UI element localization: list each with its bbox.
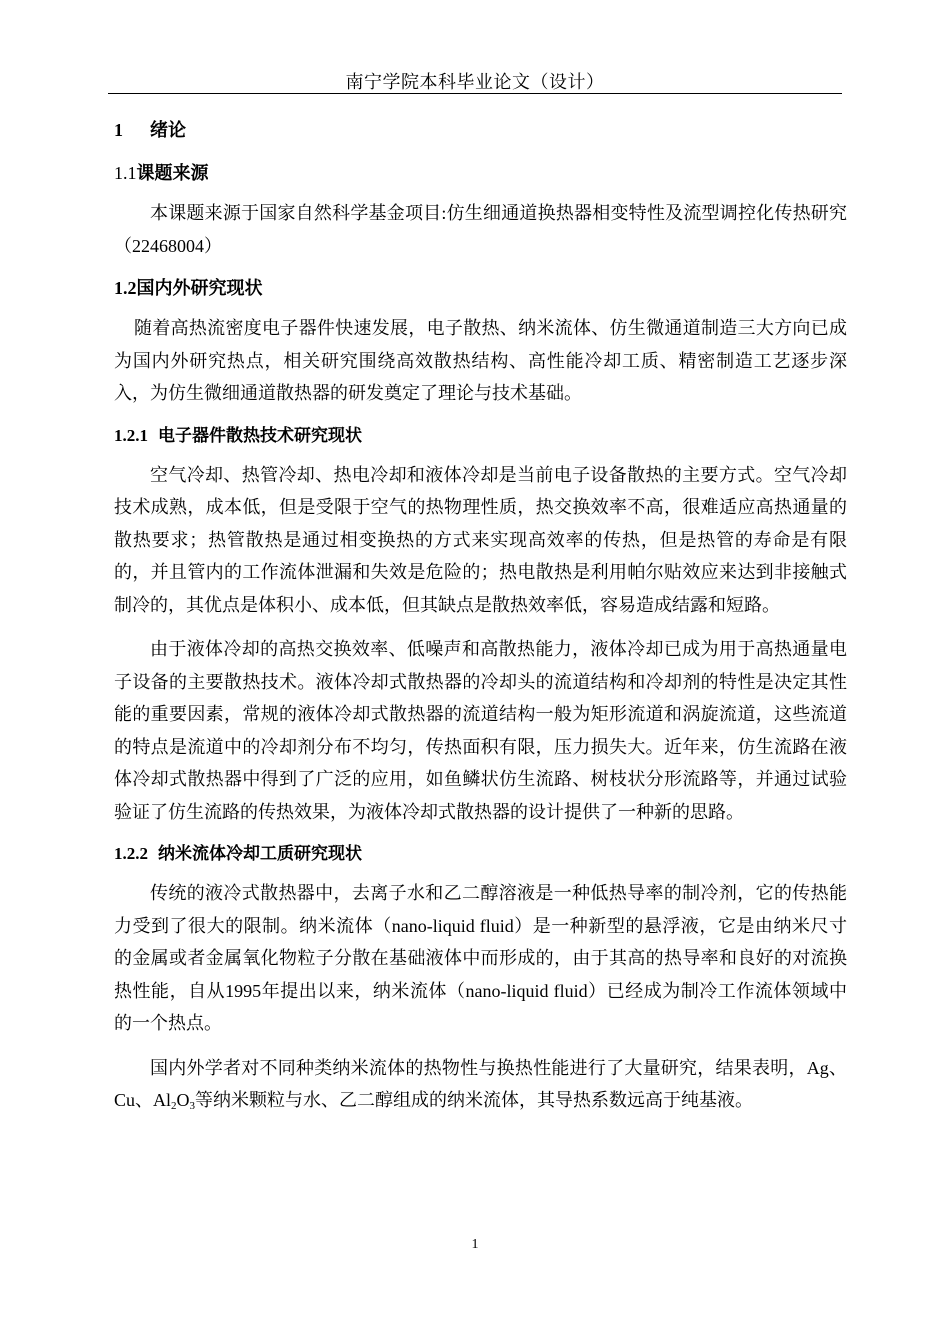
section-1-2-2-number: 1.2.2 <box>114 844 148 863</box>
chapter-title: 绪论 <box>150 120 186 140</box>
section-1-2-2-title: 纳米流体冷却工质研究现状 <box>158 844 362 863</box>
section-1-2-2-paragraph-2 <box>114 1052 847 1117</box>
section-1-2-1-heading <box>114 422 847 450</box>
section-1-2-number: 1.2 <box>114 278 137 298</box>
section-1-2-1-title: 电子器件散热技术研究现状 <box>158 425 362 445</box>
para-text-mid: O <box>176 1090 190 1110</box>
chapter-heading <box>114 116 847 146</box>
section-1-2-2-heading <box>114 840 847 868</box>
section-1-2-1-paragraph-1: 空气冷却、热管冷却、热电冷却和液体冷却是当前电子设备散热的主要方式。空气冷却技术成熟，成本低，但是受限于空气的热物理性质，热交换效率不高，很难适应高热通量的散热要求；热管散热是通过相变换热的方式来实现高效率的传热，但是热管的寿命是有限的，并且管内的工作流体泄漏和失效是危险的；热电散热是利用帕尔贴效应来达到非接触式制冷的，其优点是体积小、成本低，但其缺点是散热效率低，容易造成结露和短路。 <box>114 464 847 615</box>
chapter-number: 1 <box>114 120 123 140</box>
section-1-2-paragraph: 随着高热流密度电子器件快速发展，电子散热、纳米流体、仿生微通道制造三大方向已成为国内外研究热点，相关研究围绕高效散热结构、高性能冷却工质、精密制造工艺逐步深入，为仿生微细通道散热器的研发奠定了理论与技术基础。 <box>114 318 847 403</box>
page-body <box>114 116 847 1129</box>
subscript-2: 2 <box>171 1100 177 1112</box>
section-1-1-paragraph: 本课题来源于国家自然科学基金项目:仿生细通道换热器相变特性及流型调控化传热研究（22468004） <box>114 203 847 256</box>
subscript-3: 3 <box>189 1100 196 1112</box>
section-1-2-1-paragraph-2: 由于液体冷却的高热交换效率、低噪声和高散热能力，液体冷却已成为用于高热通量电子设备的主要散热技术。液体冷却式散热器的冷却头的流道结构和冷却剂的特性是决定其性能的重要因素，常规的液体冷却式散热器的流道结构一般为矩形流道和涡旋流道，这些流道的特点是流道中的冷却剂分布不均匀，传热面积有限，压力损失大。近年来，仿生流路在液体冷却式散热器中得到了广泛的应用，如鱼鳞状仿生流路、树枝状分形流路等，并通过试验验证了仿生流路的传热效果，为液体冷却式散热器的设计提供了一种新的思路。 <box>114 639 847 822</box>
section-1-1-number: 1.1 <box>114 163 137 183</box>
para-text-after: 等纳米颗粒与水、乙二醇组成的纳米流体，其导热系数远高于纯基液。 <box>195 1090 754 1110</box>
section-1-2-2-paragraph-1: 传统的液冷式散热器中，去离子水和乙二醇溶液是一种低热导率的制冷剂，它的传热能力受到了很大的限制。纳米流体（nano-liquid fluid）是一种新型的悬浮液，它是由纳米尺寸的金属或者金属氧化物粒子分散在基础液体中而形成的，由于其高的热导率和良好的对流换热性能，自从1995年提出以来，纳米流体（nano-liquid fluid）已经成为制冷工作流体领域中的一个热点。 <box>114 883 847 1033</box>
section-1-1-title: 课题来源 <box>136 163 209 183</box>
running-header: 南宁学院本科毕业论文（设计） <box>345 72 605 92</box>
section-1-2-heading <box>114 274 847 302</box>
section-1-1-heading <box>114 159 847 187</box>
section-1-2-1-number: 1.2.1 <box>114 425 148 445</box>
section-1-2-title: 国内外研究现状 <box>136 278 263 298</box>
page-number: 1 <box>471 1237 479 1252</box>
para-text-before: 国内外学者对不同种类纳米流体的热物性与换热性能进行了大量研究，结果表明，Ag、Cu、Al <box>114 1057 847 1110</box>
header-rule <box>108 93 842 94</box>
